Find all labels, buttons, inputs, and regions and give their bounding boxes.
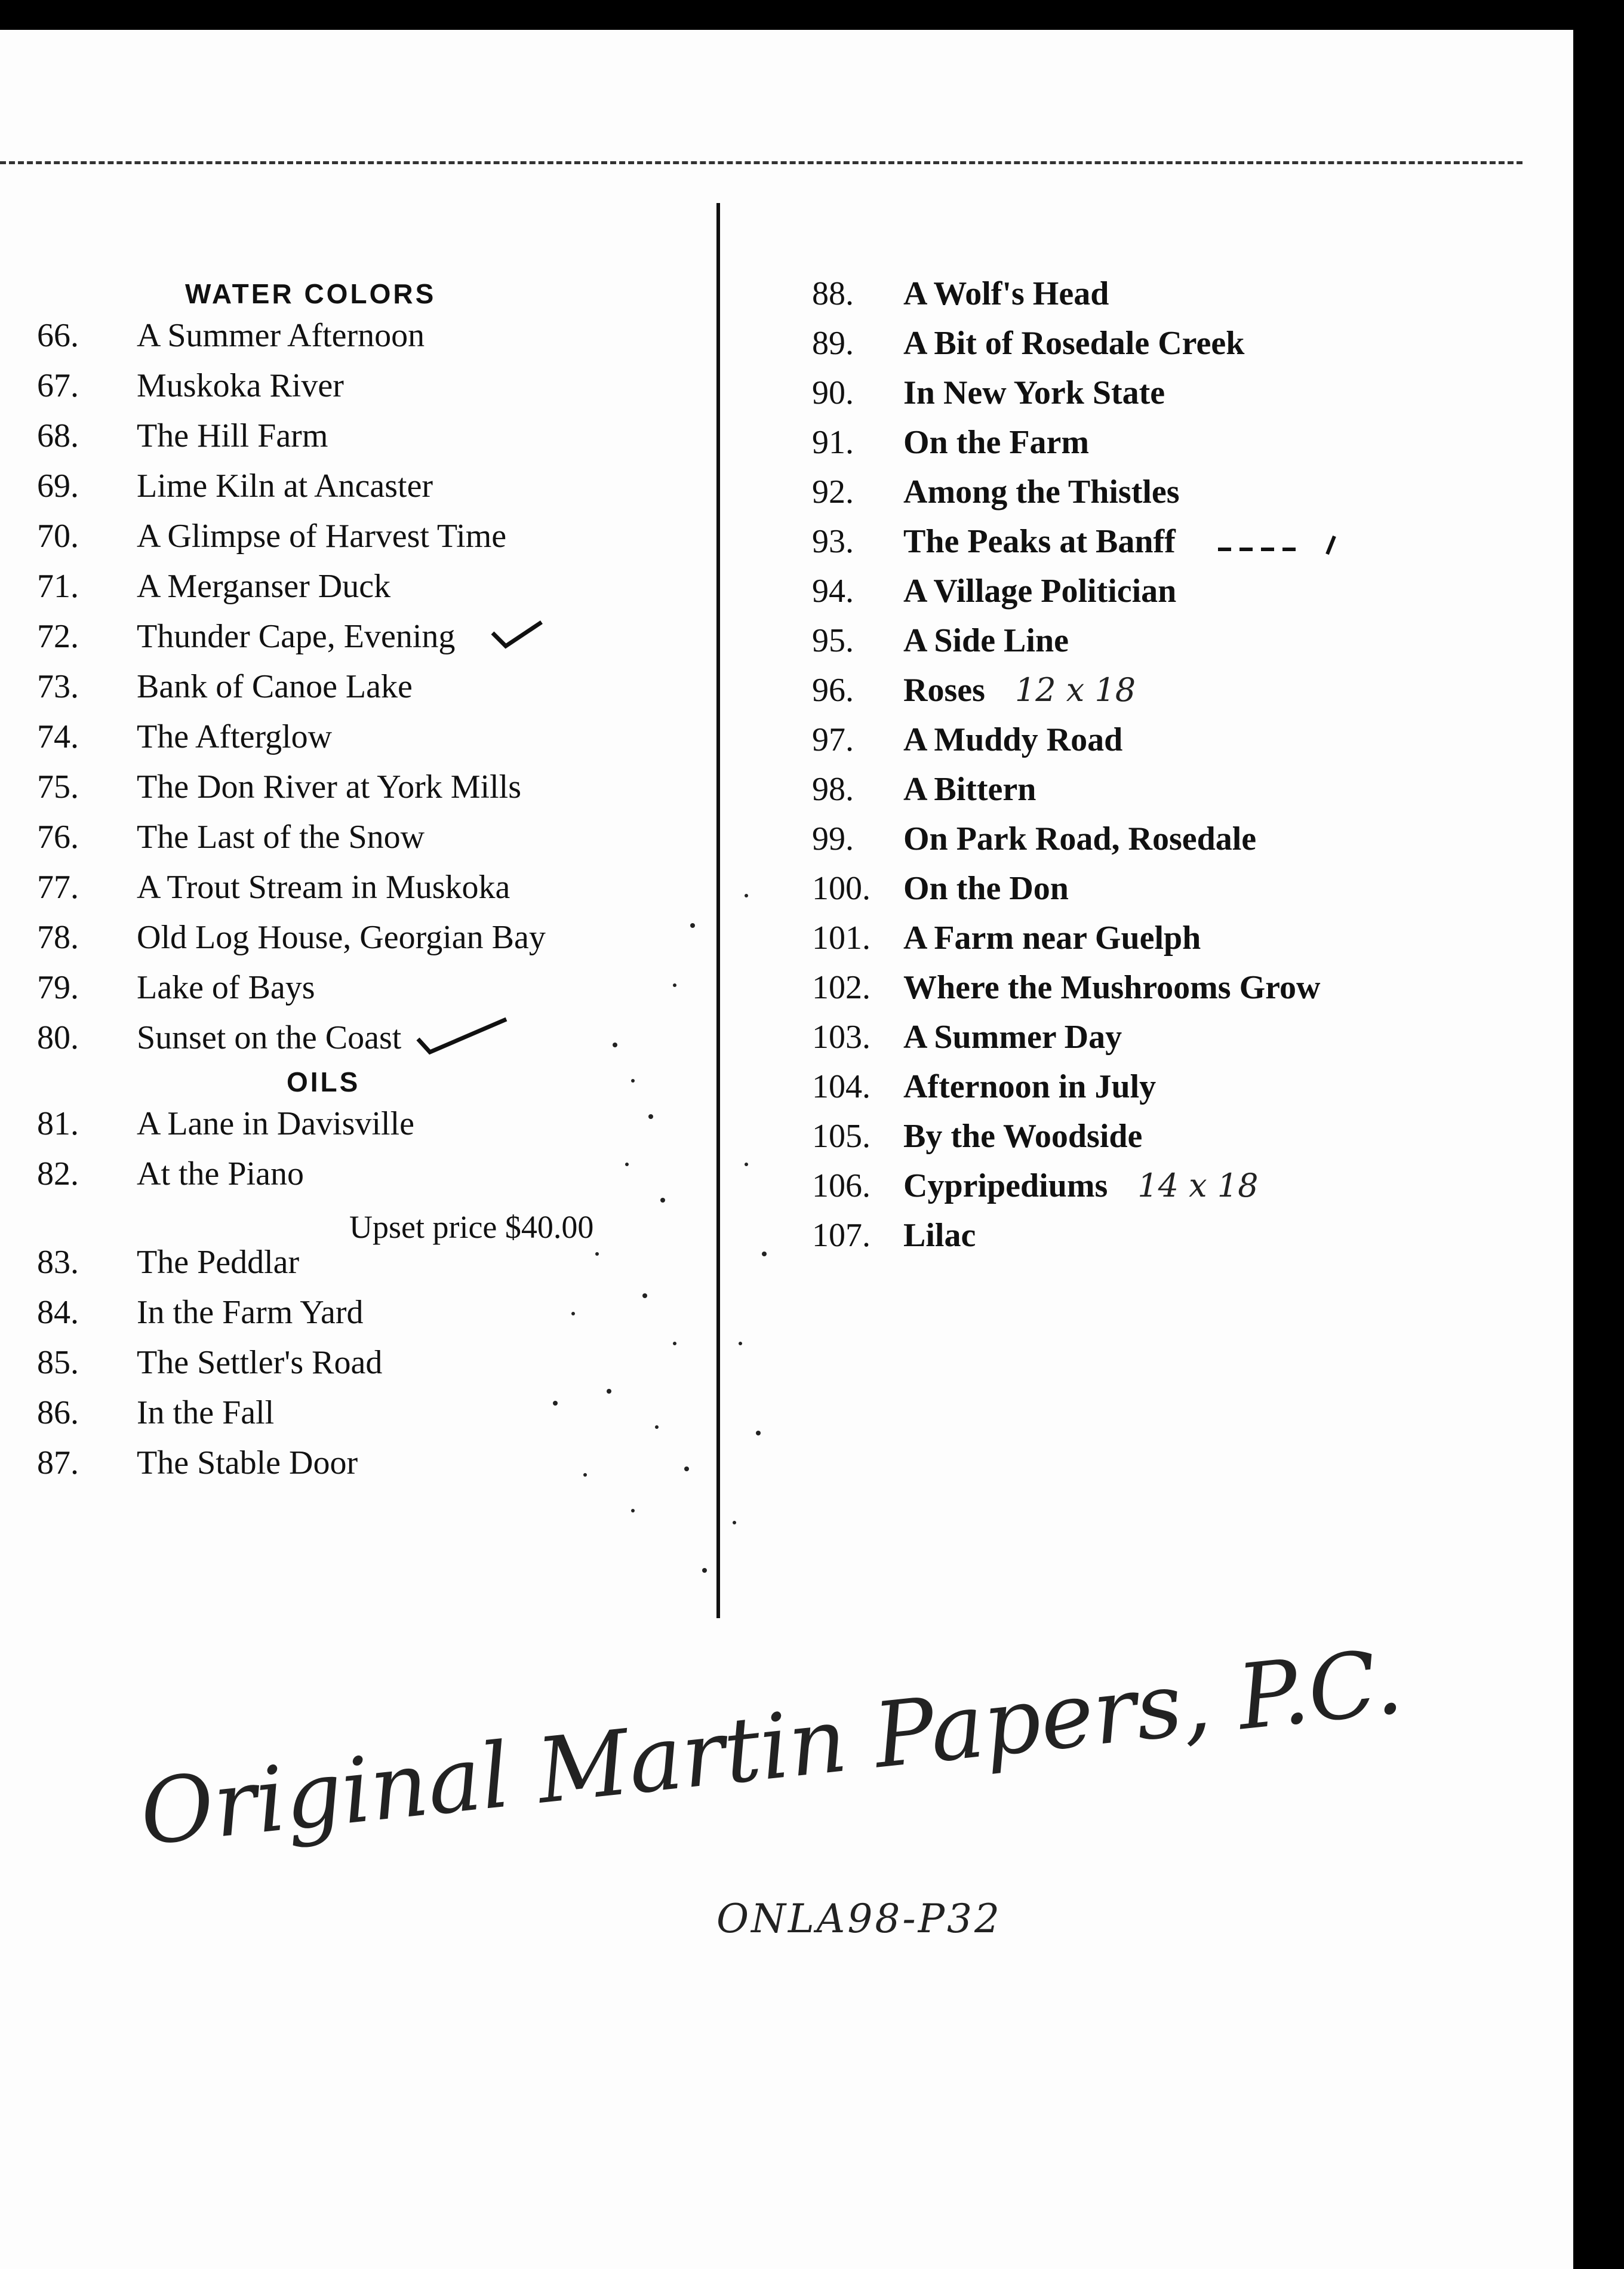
item-title: In the Farm Yard [137, 1294, 364, 1331]
item-title: A Trout Stream in Muskoka [137, 869, 510, 906]
item-title: A Summer Day [903, 1019, 1122, 1056]
item-title: The Don River at York Mills [137, 768, 521, 805]
tick-mark-icon [1327, 536, 1334, 554]
item-title: On the Farm [903, 424, 1090, 461]
item-number: 94. [812, 573, 854, 610]
item-number: 99. [812, 820, 854, 857]
item-number: 80. [37, 1019, 79, 1056]
item-title: The Settler's Road [137, 1344, 383, 1381]
item-number: 102. [812, 969, 871, 1006]
item-number: 70. [37, 518, 79, 555]
item-number: 98. [812, 771, 854, 808]
item-number: 103. [812, 1019, 871, 1056]
item-number: 67. [37, 367, 79, 404]
item-title: The Afterglow [137, 718, 333, 755]
item-title: A Summer Afternoon [137, 317, 425, 354]
item-number: 71. [37, 568, 79, 605]
item-number: 68. [37, 417, 79, 454]
item-title: Muskoka River [137, 367, 344, 404]
item-title: In New York State [903, 374, 1165, 411]
item-title: A Village Politician [903, 573, 1177, 610]
item-title: A Wolf's Head [903, 275, 1109, 312]
item-number: 73. [37, 668, 79, 705]
item-title: Thunder Cape, Evening [137, 618, 456, 655]
item-title: By the Woodside [903, 1118, 1143, 1155]
item-title: In the Fall [137, 1394, 275, 1431]
item-title: Among the Thistles [903, 474, 1180, 511]
scan-speckle-icon [553, 894, 767, 1573]
item-number: 97. [812, 721, 854, 758]
item-title: A Farm near Guelph [903, 920, 1201, 957]
item-number: 82. [37, 1155, 79, 1192]
item-number: 84. [37, 1294, 79, 1331]
item-title: A Merganser Duck [137, 568, 391, 605]
handwritten-signature: Original Martin Papers, P.C. [135, 1630, 1407, 1866]
item-number: 74. [37, 718, 79, 755]
item-title: A Bittern [903, 771, 1036, 808]
item-number: 75. [37, 768, 79, 805]
item-title: The Stable Door [137, 1444, 358, 1481]
item-number: 104. [812, 1068, 871, 1105]
item-number: 105. [812, 1118, 871, 1155]
handwritten-reference-code: ONLA98-P32 [716, 1896, 1002, 1942]
item-number: 89. [812, 325, 854, 362]
item-title: At the Piano [137, 1155, 304, 1192]
item-title: Cypripediums [903, 1167, 1108, 1204]
handwritten-size-note: 14 x 18 [1137, 1167, 1259, 1204]
item-title: On Park Road, Rosedale [903, 820, 1257, 857]
item-number: 72. [37, 618, 79, 655]
item-number: 93. [812, 523, 854, 560]
upset-price: Upset price $40.00 [349, 1209, 594, 1245]
item-title: Where the Mushrooms Grow [903, 969, 1321, 1006]
section-heading-oils: OILS [287, 1066, 361, 1097]
item-number: 101. [812, 920, 871, 957]
item-number: 81. [37, 1105, 79, 1142]
item-title: Sunset on the Coast [137, 1019, 402, 1056]
item-title: Lake of Bays [137, 969, 315, 1006]
item-number: 87. [37, 1444, 79, 1481]
scan-border [1573, 0, 1624, 2269]
section-heading-water-colors: WATER COLORS [185, 278, 436, 309]
item-title: Afternoon in July [903, 1068, 1157, 1105]
item-title: On the Don [903, 870, 1069, 907]
item-title: Lilac [903, 1217, 976, 1254]
item-number: 83. [37, 1244, 79, 1281]
item-title: Lime Kiln at Ancaster [137, 468, 433, 505]
item-number: 107. [812, 1217, 871, 1254]
item-title: The Hill Farm [137, 417, 328, 454]
catalogue-page [0, 30, 1573, 2269]
item-number: 69. [37, 468, 79, 505]
item-number: 86. [37, 1394, 79, 1431]
item-number: 100. [812, 870, 871, 907]
annotation-marks [0, 30, 1573, 2269]
item-title: A Muddy Road [903, 721, 1123, 758]
item-title: A Bit of Rosedale Creek [903, 325, 1245, 362]
item-number: 76. [37, 819, 79, 856]
item-number: 66. [37, 317, 79, 354]
item-title: Old Log House, Georgian Bay [137, 919, 546, 956]
item-title: A Side Line [903, 622, 1069, 659]
item-title: The Peaks at Banff [903, 523, 1176, 560]
item-number: 95. [812, 622, 854, 659]
item-title: Bank of Canoe Lake [137, 668, 413, 705]
item-title: The Last of the Snow [137, 819, 425, 856]
item-title: A Glimpse of Harvest Time [137, 518, 507, 555]
item-number: 88. [812, 275, 854, 312]
item-title: The Peddlar [137, 1244, 300, 1281]
item-number: 92. [812, 474, 854, 511]
item-number: 106. [812, 1167, 871, 1204]
item-title: A Lane in Davisville [137, 1105, 415, 1142]
checkmark-icon [418, 1019, 506, 1052]
item-number: 78. [37, 919, 79, 956]
item-title: Roses [903, 672, 985, 709]
item-number: 96. [812, 672, 854, 709]
checkmark-icon [493, 622, 542, 646]
item-number: 85. [37, 1344, 79, 1381]
item-number: 77. [37, 869, 79, 906]
item-number: 91. [812, 424, 854, 461]
item-number: 90. [812, 374, 854, 411]
handwritten-size-note: 12 x 18 [1014, 671, 1136, 709]
item-number: 79. [37, 969, 79, 1006]
